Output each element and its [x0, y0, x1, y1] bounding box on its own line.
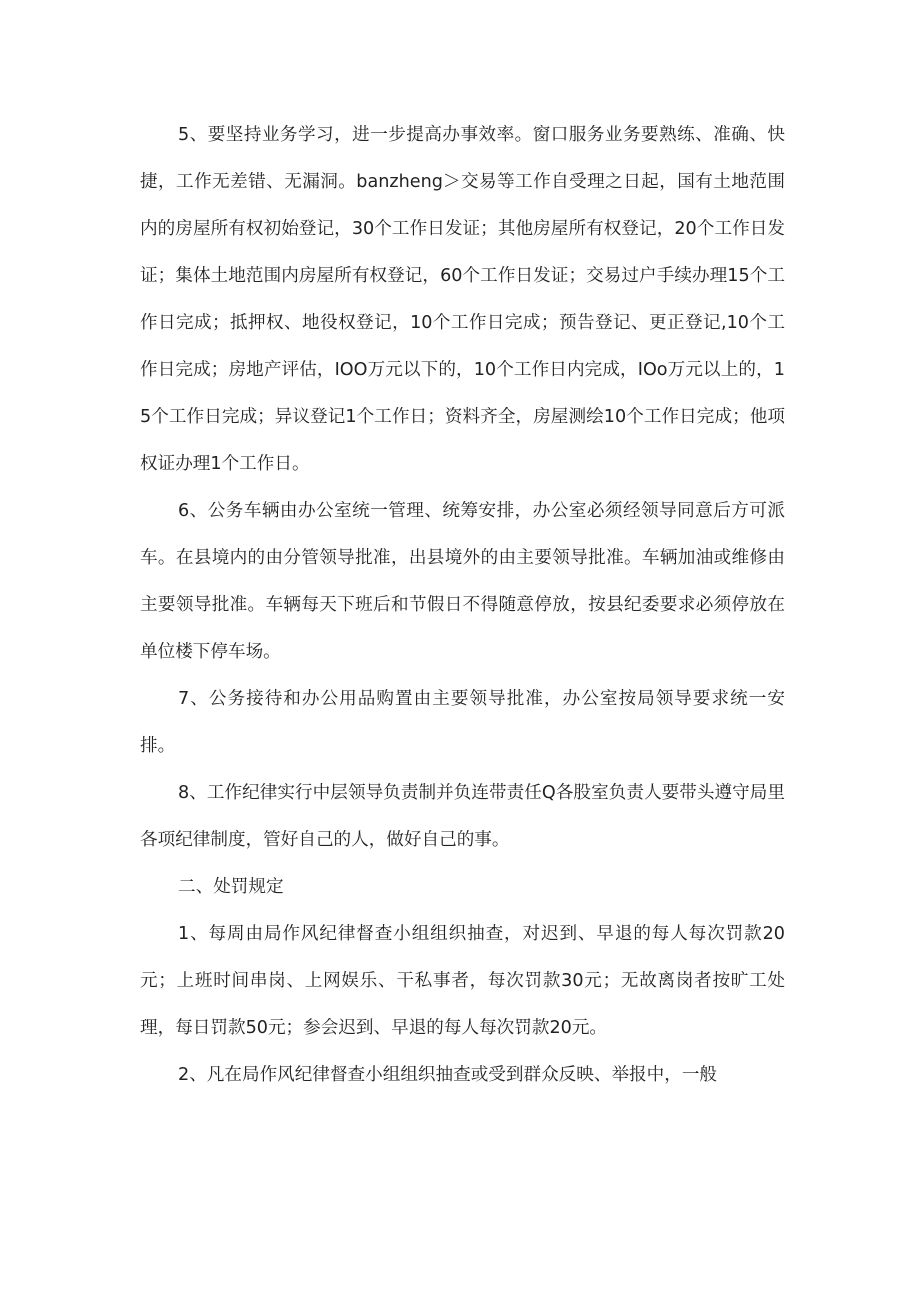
penalty-item-1: 1、每周由局作风纪律督查小组组织抽查，对迟到、早退的每人每次罚款20元；上班时间串岗、上网娱乐、干私事者，每次罚款30元；无故离岗者按旷工处理，每日罚款50元；参会迟到、早退的每人每次罚款20元。 [140, 924, 785, 1038]
paragraph-item-6: 6、公务车辆由办公室统一管理、统筹安排，办公室必须经领导同意后方可派车。在县境内的由分管领导批准，出县境外的由主要领导批准。车辆加油或维修由主要领导批准。车辆每天下班后和节假日不得随意停放，按县纪委要求必须停放在单位楼下停车场。 [140, 501, 785, 662]
paragraph-item-5: 5、要坚持业务学习，进一步提高办事效率。窗口服务业务要熟练、准确、快捷，工作无差错、无漏洞。banzheng＞交易等工作自受理之日起，国有土地范围内的房屋所有权初始登记，30个工作日发证；其他房屋所有权登记，20个工作日发证；集体土地范围内房屋所有权登记，60个工作日发证；交易过户手续办理15个工作日完成；抵押权、地役权登记，10个工作日完成；预告登记、更正登记,10个工作日完成；房地产评估，IOO万元以下的，10个工作日内完成，IOo万元以上的，15个工作日完成；异议登记1个工作日；资料齐全，房屋测绘10个工作日完成；他项权证办理1个工作日。 [140, 125, 785, 474]
paragraph-item-8: 8、工作纪律实行中层领导负责制并负连带责任Q各股室负责人要带头遵守局里各项纪律制度，管好自己的人，做好自己的事。 [140, 783, 785, 850]
paragraph-item-7: 7、公务接待和办公用品购置由主要领导批准，办公室按局领导要求统一安排。 [140, 689, 785, 756]
document-body [140, 112, 785, 1099]
section-heading-penalties: 二、处罚规定 [178, 877, 284, 897]
penalty-item-2: 2、凡在局作风纪律督查小组组织抽查或受到群众反映、举报中，一般 [178, 1065, 718, 1085]
